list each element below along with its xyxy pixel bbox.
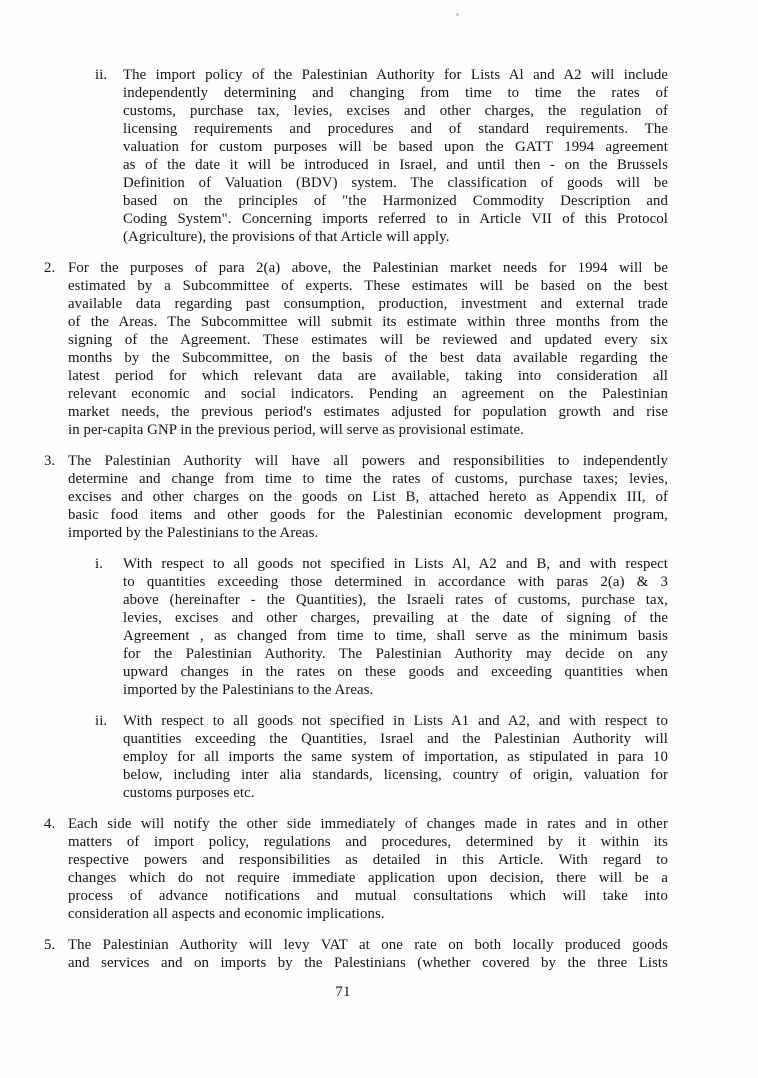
page-number: 71	[335, 984, 351, 1000]
text-line: levies, excises and other charges, prevailing at the date of signing of the	[123, 610, 668, 626]
text-line: licensing requirements and procedures and of standard requirements. The	[123, 121, 668, 137]
text-line: Each side will notify the other side immediately of changes made in rates and in other	[68, 816, 668, 832]
list-marker: ii.	[95, 67, 108, 83]
text-line: months by the Subcommittee, on the basis of the best data available regarding the	[68, 350, 668, 366]
text-line: customs purposes etc.	[123, 785, 255, 801]
text-line: to quantities exceeding those determined in accordance with paras 2(a) & 3	[123, 574, 668, 590]
text-line: The Palestinian Authority will levy VAT at one rate on both locally produced goods	[68, 937, 668, 953]
text-line: upward changes in the rates on these goods and exceeding quantities when	[123, 664, 668, 680]
text-line: Agreement , as changed from time to time, shall serve as the minimum basis	[123, 628, 668, 644]
text-line: consideration all aspects and economic implications.	[68, 906, 385, 922]
text-line: available data regarding past consumption, production, investment and external trade	[68, 296, 668, 312]
list-marker: 3.	[44, 453, 56, 469]
text-line: determine and change from time to time the rates of customs, purchase taxes; levies,	[68, 471, 668, 487]
text-line: imported by the Palestinians to the Areas.	[68, 525, 319, 541]
text-line: estimated by a Subcommittee of experts. These estimates will be based on the best	[68, 278, 668, 294]
text-line: Coding System". Concerning imports referred to in Article VII of this Protocol	[123, 211, 668, 227]
paragraph-i	[95, 555, 668, 699]
text-line: above (hereinafter - the Quantities), the Israeli rates of customs, purchase tax,	[123, 592, 668, 608]
text-line: independently determining and changing from time to time the rates of	[123, 85, 668, 101]
text-line: With respect to all goods not specified in Lists Al, A2 and B, and with respect	[123, 556, 668, 572]
document-body	[44, 66, 668, 985]
text-line: quantities exceeding the Quantities, Israel and the Palestinian Authority will	[123, 731, 668, 747]
list-marker: ii.	[95, 713, 108, 729]
text-line: imported by the Palestinians to the Areas.	[123, 682, 374, 698]
text-line: For the purposes of para 2(a) above, the Palestinian market needs for 1994 will be	[68, 260, 668, 276]
text-line: excises and other charges on the goods on List B, attached hereto as Appendix III, of	[68, 489, 668, 505]
text-line: for the Palestinian Authority. The Palestinian Authority may decide on any	[123, 646, 668, 662]
paragraph-4	[44, 815, 668, 923]
paragraph-5	[44, 936, 668, 972]
text-line: in per-capita GNP in the previous period, will serve as provisional estimate.	[68, 422, 524, 438]
paragraph-ii	[95, 66, 668, 246]
text-line: process of advance notifications and mutual consultations which will take into	[68, 888, 668, 904]
text-line: customs, purchase tax, levies, excises and other charges, the regulation of	[123, 103, 668, 119]
list-marker: i.	[95, 556, 104, 572]
text-line: matters of import policy, regulations and procedures, determined by it within its	[68, 834, 668, 850]
paragraph-ii	[95, 712, 668, 802]
text-line: valuation for custom purposes will be based upon the GATT 1994 agreement	[123, 139, 668, 155]
text-line: latest period for which relevant data are available, taking into consideration all	[68, 368, 668, 384]
text-line: as of the date it will be introduced in Israel, and until then - on the Brussels	[123, 157, 668, 173]
text-line: (Agriculture), the provisions of that Article will apply.	[123, 229, 450, 245]
text-line: of the Areas. The Subcommittee will submit its estimate within three months from the	[68, 314, 668, 330]
paragraph-2	[44, 259, 668, 439]
text-line: The Palestinian Authority will have all powers and responsibilities to independently	[68, 453, 668, 469]
list-marker: 5.	[44, 937, 56, 953]
text-line: basic food items and other goods for the Palestinian economic development program,	[68, 507, 668, 523]
text-line: respective powers and responsibilities as detailed in this Article. With regard to	[68, 852, 668, 868]
list-marker: 4.	[44, 816, 56, 832]
text-line: below, including inter alia standards, licensing, country of origin, valuation for	[123, 767, 668, 783]
text-line: Definition of Valuation (BDV) system. The classification of goods will be	[123, 175, 668, 191]
text-line: relevant economic and social indicators. Pending an agreement on the Palestinian	[68, 386, 668, 402]
text-line: changes which do not require immediate application upon decision, there will be a	[68, 870, 668, 886]
text-line: market needs, the previous period's estimates adjusted for population growth and rise	[68, 404, 668, 420]
text-line: employ for all imports the same system of importation, as stipulated in para 10	[123, 749, 668, 765]
list-marker: 2.	[44, 260, 56, 276]
text-line: signing of the Agreement. These estimates will be reviewed and updated every six	[68, 332, 668, 348]
scan-speck	[456, 13, 459, 16]
paragraph-3	[44, 452, 668, 542]
text-line: and services and on imports by the Palestinians (whether covered by the three Lists	[68, 955, 668, 971]
text-line: With respect to all goods not specified in Lists A1 and A2, and with respect to	[123, 713, 668, 729]
text-line: based on the principles of "the Harmonized Commodity Description and	[123, 193, 668, 209]
text-line: The import policy of the Palestinian Authority for Lists Al and A2 will include	[123, 67, 668, 83]
